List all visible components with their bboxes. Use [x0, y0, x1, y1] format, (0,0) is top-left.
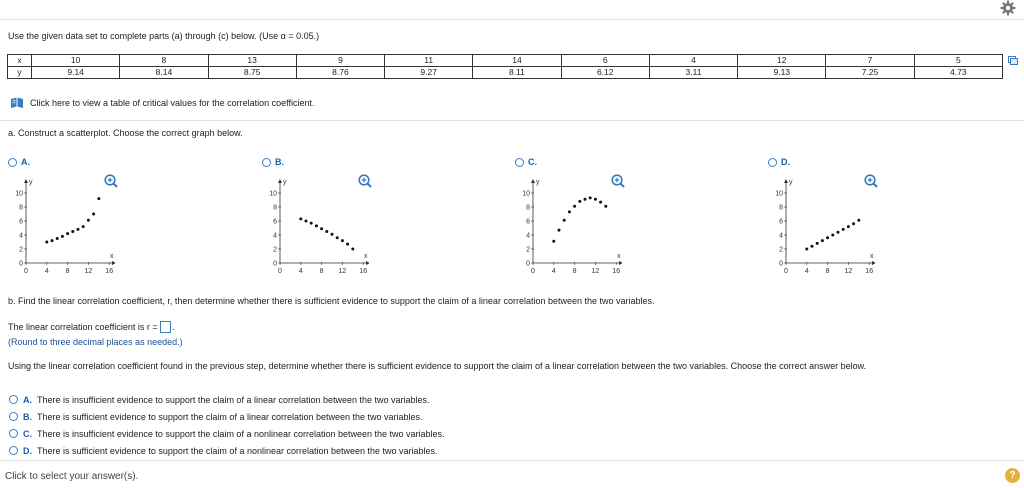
data-point [77, 228, 80, 231]
data-point [310, 222, 313, 225]
x-tick-label: 16 [865, 268, 874, 275]
help-icon[interactable]: ? [1005, 468, 1020, 483]
data-point [578, 200, 581, 203]
x-tick-label: 12 [591, 268, 600, 275]
data-point [842, 228, 845, 231]
data-point [573, 205, 576, 208]
y-tick-label: 4 [779, 232, 783, 240]
x-axis-arrow [112, 261, 115, 265]
r-suffix: . [172, 322, 176, 332]
table-cell: 10 [32, 55, 120, 67]
data-point [589, 196, 592, 199]
table-cell: 5 [914, 55, 1002, 67]
option-letter: B. [275, 157, 284, 167]
answer-choice-c[interactable] [9, 425, 445, 442]
r-prompt: The linear correlation coefficient is r = [8, 322, 158, 332]
option-letter: D. [781, 157, 790, 167]
answer-choice-b[interactable] [9, 408, 445, 425]
table-cell: 9.27 [385, 67, 473, 79]
option-letter: C. [23, 428, 32, 439]
data-point [584, 198, 587, 201]
x-tick-label: 16 [105, 268, 114, 275]
scatterplot-a[interactable] [5, 172, 115, 277]
footer-divider [0, 460, 1024, 461]
data-point [87, 219, 90, 222]
table-cell: 8.75 [208, 67, 296, 79]
intro-text: Use the given data set to complete parts (a) through (c) below. (Use α = 0.05.) [8, 31, 320, 41]
y-tick-label: 2 [526, 246, 530, 254]
x-axis-label: x [364, 253, 368, 260]
y-tick-label: 6 [273, 218, 277, 226]
data-point [599, 201, 602, 204]
r-answer-line [8, 321, 175, 333]
table-header-y: y [8, 67, 32, 79]
data-point [563, 219, 566, 222]
table-cell: 9.14 [32, 67, 120, 79]
radio-button[interactable] [262, 158, 271, 167]
option-letter: D. [23, 445, 32, 456]
x-tick-label: 0 [531, 268, 535, 275]
data-point [604, 205, 607, 208]
table-row-y [8, 67, 1003, 79]
round-note: (Round to three decimal places as needed.) [8, 337, 183, 347]
data-point [558, 229, 561, 232]
y-tick-label: 4 [19, 232, 23, 240]
table-cell: 13 [208, 55, 296, 67]
gear-icon[interactable] [1000, 0, 1016, 16]
y-tick-label: 0 [273, 260, 277, 268]
data-point [51, 239, 54, 242]
data-point [66, 232, 69, 235]
data-point [552, 240, 555, 243]
data-point [299, 217, 302, 220]
x-tick-label: 4 [804, 268, 809, 275]
r-answer-input[interactable] [160, 321, 171, 333]
data-point [568, 210, 571, 213]
table-cell: 9 [296, 55, 384, 67]
graph-option-c[interactable] [515, 157, 537, 167]
scatterplot-c[interactable] [512, 172, 622, 277]
section-divider [0, 120, 1024, 121]
table-cell: 7 [826, 55, 914, 67]
x-tick-label: 4 [298, 268, 303, 275]
data-point [847, 225, 850, 228]
graph-option-d[interactable] [768, 157, 790, 167]
y-axis-arrow [24, 179, 28, 183]
y-tick-label: 0 [19, 260, 23, 268]
data-point [816, 242, 819, 245]
table-cell: 8 [120, 55, 208, 67]
y-tick-label: 10 [269, 190, 277, 198]
book-icon [10, 97, 24, 109]
data-point [837, 231, 840, 234]
y-tick-label: 8 [526, 204, 530, 212]
copy-table-icon[interactable] [1008, 56, 1018, 65]
part-a-question: a. Construct a scatterplot. Choose the correct graph below. [8, 128, 243, 138]
table-cell: 6.12 [561, 67, 649, 79]
x-axis-arrow [872, 261, 875, 265]
table-row-x [8, 55, 1003, 67]
table-cell: 14 [473, 55, 561, 67]
critical-values-link-text[interactable]: Click here to view a table of critical values for the correlation coefficient. [30, 98, 315, 108]
y-tick-label: 6 [779, 218, 783, 226]
part-b-question: b. Find the linear correlation coefficient, r, then determine whether there is sufficient evidence to support the claim of a linear correlation between the two variables. [8, 296, 655, 306]
radio-button[interactable] [9, 412, 18, 421]
data-table [7, 54, 1003, 79]
radio-button[interactable] [9, 395, 18, 404]
y-tick-label: 6 [526, 218, 530, 226]
data-point [92, 213, 95, 216]
y-axis-label: y [789, 179, 793, 186]
y-axis-arrow [784, 179, 788, 183]
x-axis-label: x [870, 253, 874, 260]
x-tick-label: 0 [784, 268, 788, 275]
data-point [305, 220, 308, 223]
x-axis-arrow [619, 261, 622, 265]
y-tick-label: 0 [779, 260, 783, 268]
y-tick-label: 0 [526, 260, 530, 268]
y-tick-label: 6 [19, 218, 23, 226]
data-point [320, 227, 323, 230]
data-point [811, 245, 814, 248]
x-tick-label: 8 [572, 268, 577, 275]
y-tick-label: 2 [19, 246, 23, 254]
x-tick-label: 12 [84, 268, 93, 275]
x-axis-label: x [617, 253, 621, 260]
data-point [831, 234, 834, 237]
x-tick-label: 0 [278, 268, 282, 275]
data-point [336, 236, 339, 239]
table-cell: 8.14 [120, 67, 208, 79]
data-point [857, 219, 860, 222]
y-axis-label: y [29, 179, 33, 186]
data-point [61, 235, 64, 238]
x-tick-label: 4 [44, 268, 49, 275]
radio-button[interactable] [8, 158, 17, 167]
data-point [71, 230, 74, 233]
choice-text: There is insufficient evidence to support the claim of a linear correlation between the two variables. [37, 394, 430, 405]
x-tick-label: 12 [338, 268, 347, 275]
radio-button[interactable] [515, 158, 524, 167]
x-tick-label: 8 [825, 268, 830, 275]
x-tick-label: 16 [612, 268, 621, 275]
option-letter: A. [21, 157, 30, 167]
y-tick-label: 10 [522, 190, 530, 198]
data-point [346, 243, 349, 246]
data-point [97, 197, 100, 200]
x-tick-label: 0 [24, 268, 28, 275]
data-point [594, 198, 597, 201]
data-point [45, 241, 48, 244]
answer-choice-d[interactable] [9, 442, 445, 459]
part-b-followup: Using the linear correlation coefficient found in the previous step, determine whether there is sufficient evidence to support the claim of a linear correlation between the two variables. Choose the correct answer below. [8, 361, 867, 371]
data-point [351, 248, 354, 251]
data-point [821, 239, 824, 242]
x-tick-label: 4 [551, 268, 556, 275]
y-tick-label: 10 [775, 190, 783, 198]
table-cell: 3.11 [649, 67, 737, 79]
y-axis-label: y [536, 179, 540, 186]
answer-choice-a[interactable] [9, 391, 445, 408]
answer-choices [9, 391, 445, 459]
radio-button[interactable] [9, 429, 18, 438]
data-point [56, 237, 59, 240]
critical-values-link[interactable] [10, 97, 314, 109]
y-tick-label: 8 [273, 204, 277, 212]
y-tick-label: 4 [526, 232, 530, 240]
table-header-x: x [8, 55, 32, 67]
x-axis-label: x [110, 253, 114, 260]
data-point [315, 224, 318, 227]
data-point [341, 239, 344, 242]
y-axis-arrow [531, 179, 535, 183]
scatterplot-d[interactable] [765, 172, 875, 277]
scatterplot-b[interactable] [259, 172, 369, 277]
x-tick-label: 8 [65, 268, 70, 275]
option-letter: A. [23, 394, 32, 405]
choice-text: There is sufficient evidence to support the claim of a nonlinear correlation between the two variables. [37, 445, 438, 456]
choice-text: There is sufficient evidence to support the claim of a linear correlation between the two variables. [37, 411, 423, 422]
table-cell: 4.73 [914, 67, 1002, 79]
x-tick-label: 8 [319, 268, 324, 275]
y-axis-arrow [278, 179, 282, 183]
y-tick-label: 4 [273, 232, 277, 240]
option-letter: B. [23, 411, 32, 422]
x-tick-label: 12 [844, 268, 853, 275]
data-point [82, 225, 85, 228]
radio-button[interactable] [768, 158, 777, 167]
graph-option-a[interactable] [8, 157, 30, 167]
y-tick-label: 2 [273, 246, 277, 254]
footer-instruction: Click to select your answer(s). [5, 471, 139, 482]
table-cell: 12 [738, 55, 826, 67]
radio-button[interactable] [9, 446, 18, 455]
graph-option-b[interactable] [262, 157, 284, 167]
option-letter: C. [528, 157, 537, 167]
data-point [852, 222, 855, 225]
table-cell: 7.25 [826, 67, 914, 79]
table-cell: 9.13 [738, 67, 826, 79]
y-axis-label: y [283, 179, 287, 186]
y-tick-label: 8 [779, 204, 783, 212]
table-cell: 6 [561, 55, 649, 67]
data-point [331, 233, 334, 236]
table-cell: 8.76 [296, 67, 384, 79]
y-tick-label: 8 [19, 204, 23, 212]
data-point [805, 248, 808, 251]
y-tick-label: 10 [15, 190, 23, 198]
data-point [826, 236, 829, 239]
choice-text: There is insufficient evidence to support the claim of a nonlinear correlation between the two variables. [37, 428, 445, 439]
data-point [325, 230, 328, 233]
top-divider [0, 19, 1024, 20]
y-tick-label: 2 [779, 246, 783, 254]
x-axis-arrow [366, 261, 369, 265]
table-cell: 11 [385, 55, 473, 67]
table-cell: 8.11 [473, 67, 561, 79]
x-tick-label: 16 [359, 268, 368, 275]
table-cell: 4 [649, 55, 737, 67]
